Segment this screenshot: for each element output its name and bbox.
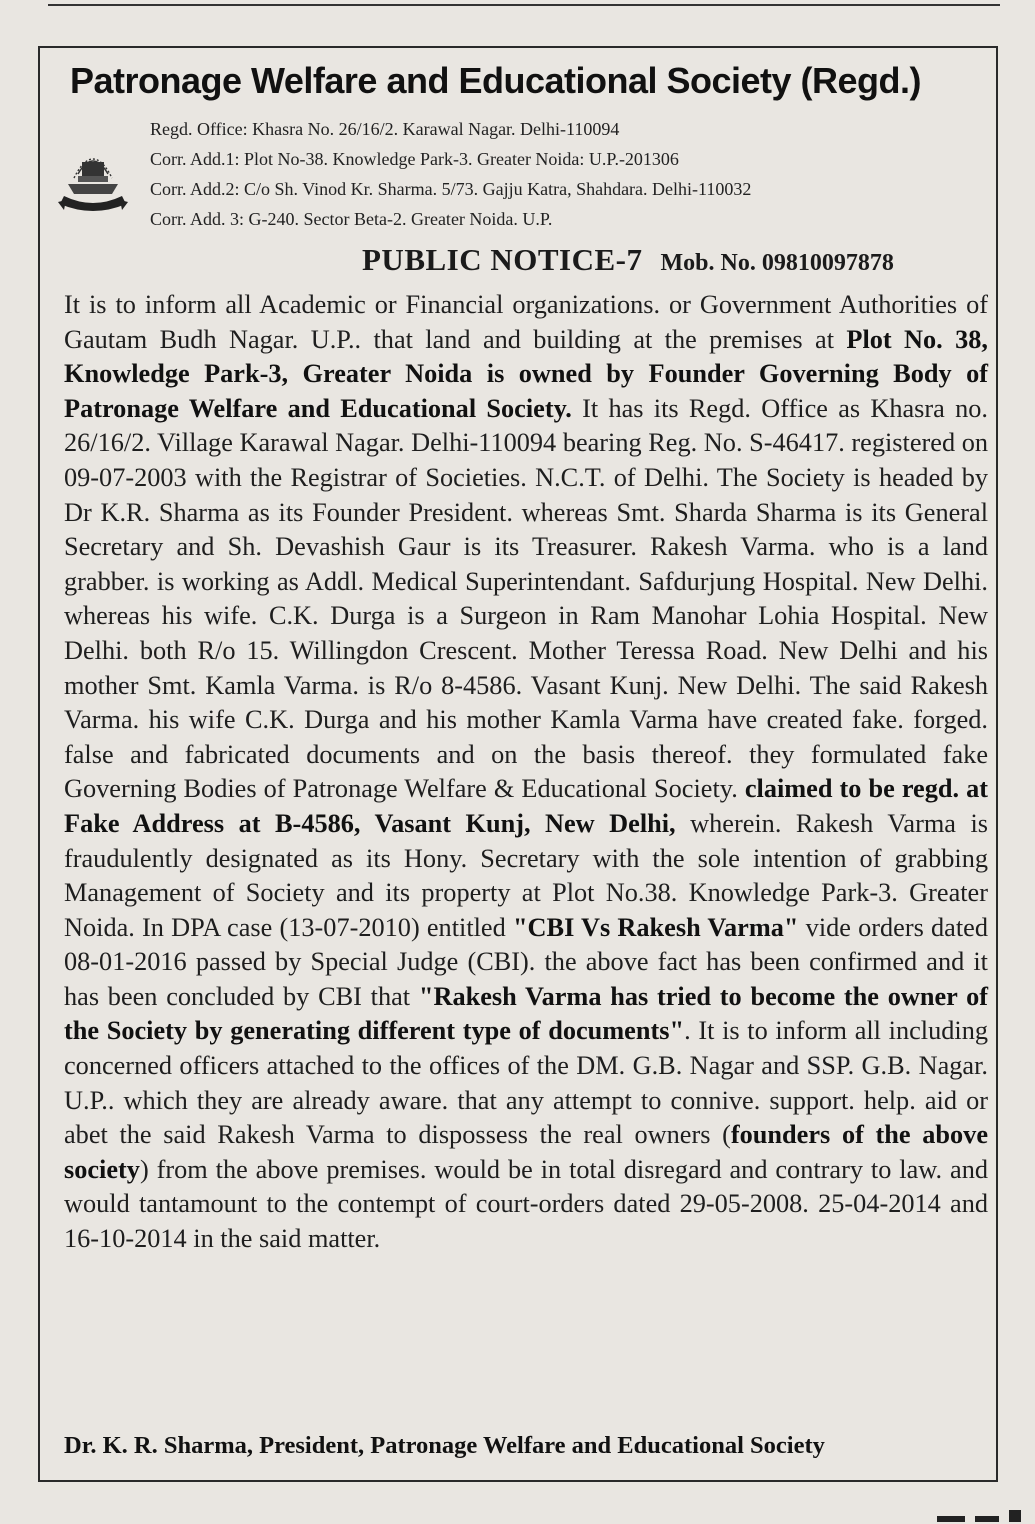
mobile-number: Mob. No. 09810097878 bbox=[660, 250, 894, 276]
body-bold-text: "Rakesh Varma has tried to become the owner of the Society by generating different type of documents" bbox=[64, 981, 988, 1046]
corr-address-1: Corr. Add.1: Plot No-38. Knowledge Park-3. Greater Noida: U.P.-201306 bbox=[150, 149, 679, 169]
top-divider bbox=[48, 0, 1000, 6]
signature-line: Dr. K. R. Sharma, President, Patronage Welfare and Educational Society bbox=[64, 1432, 825, 1459]
regd-office-address: Regd. Office: Khasra No. 26/16/2. Karawal Nagar. Delhi-110094 bbox=[150, 119, 620, 139]
body-text: vide orders dated 08-01-2016 passed by Special Judge (CBI). the above fact has been confirmed and it has been concluded by CBI that bbox=[64, 912, 988, 1011]
body-text: It has its Regd. Office as Khasra no. 26/16/2. Village Karawal Nagar. Delhi-110094 bearing Reg. No. S-46417. registered on 09-07-2003 with the Registrar of Societies. N.C.T. of Delhi. The Society is headed by Dr K.R. Sharma as its Founder President. whereas Smt. Sharda Sharma is its General Secretary and Sh. Devashish Gaur is its Treasurer. Rakesh Varma. who is a land grabber. is working as Addl. Medical Superintendant. Safdurjung Hospital. New Delhi. whereas his wife. C.K. Durga is a Surgeon in Ram Manohar Lohia Hospital. New Delhi. both R/o 15. Willingdon Crescent. Mother Teressa Road. New Delhi and his mother Smt. Kamla Varma. is R/o 8-4586. Vasant Kunj. New Delhi. The said Rakesh Varma. his wife C.K. Durga and his mother Kamla Varma have created fake. forged. false and fabricated documents and on the basis thereof. they formulated fake Governing Bodies of Patronage Welfare & Educational Society. bbox=[64, 393, 988, 804]
body-bold-text: founders of the above society bbox=[64, 1120, 988, 1184]
body-bold-text: "CBI Vs Rakesh Varma" bbox=[512, 912, 799, 942]
corr-address-3: Corr. Add. 3: G-240. Sector Beta-2. Greater Noida. U.P. bbox=[150, 209, 553, 229]
corr-address-2: Corr. Add.2: C/o Sh. Vinod Kr. Sharma. 5/73. Gajju Katra, Shahdara. Delhi-110032 bbox=[150, 179, 752, 199]
society-emblem-icon bbox=[54, 140, 132, 226]
body-text: . It is to inform all including concerned officers attached to the offices of the DM. G.B. Nagar and SSP. G.B. Nagar. U.P.. which they are already aware. that any attempt to connive. support. help. aid or abet the said Rakesh Varma to dispossess the real owners ( bbox=[64, 1016, 988, 1150]
body-text: wherein. Rakesh Varma is fraudulently designated as its Hony. Secretary with the sole intention of grabbing Management of Society and its property at Plot No.38. Knowledge Park-3. Greater Noida. In DPA case (13-07-2010) entitled bbox=[64, 808, 988, 942]
body-bold-text: claimed to be regd. at Fake Address at B-4586, Vasant Kunj, New Delhi, bbox=[64, 774, 989, 838]
notice-title: PUBLIC NOTICE-7 bbox=[362, 242, 643, 277]
body-text: ) from the above premises. would be in total disregard and contrary to law. and would tantamount to the contempt of court-orders dated 29-05-2008. 25-04-2014 and 16-10-2014 in the said matter. bbox=[64, 1154, 988, 1254]
public-notice bbox=[38, 46, 998, 1482]
notice-body bbox=[64, 288, 988, 1257]
print-registration-marks bbox=[937, 1508, 1021, 1522]
body-text: It is to inform all Academic or Financial organizations. or Government Authorities of Gautam Budh Nagar. U.P.. that land and building at the premises at bbox=[64, 290, 988, 354]
notice-heading bbox=[362, 242, 894, 278]
org-title: Patronage Welfare and Educational Society (Regd.) bbox=[70, 60, 922, 101]
body-bold-text: Plot No. 38, Knowledge Park-3, Greater Noida is owned by Founder Governing Body of Patronage Welfare and Educational Society. bbox=[64, 324, 988, 423]
address-block bbox=[150, 114, 990, 234]
